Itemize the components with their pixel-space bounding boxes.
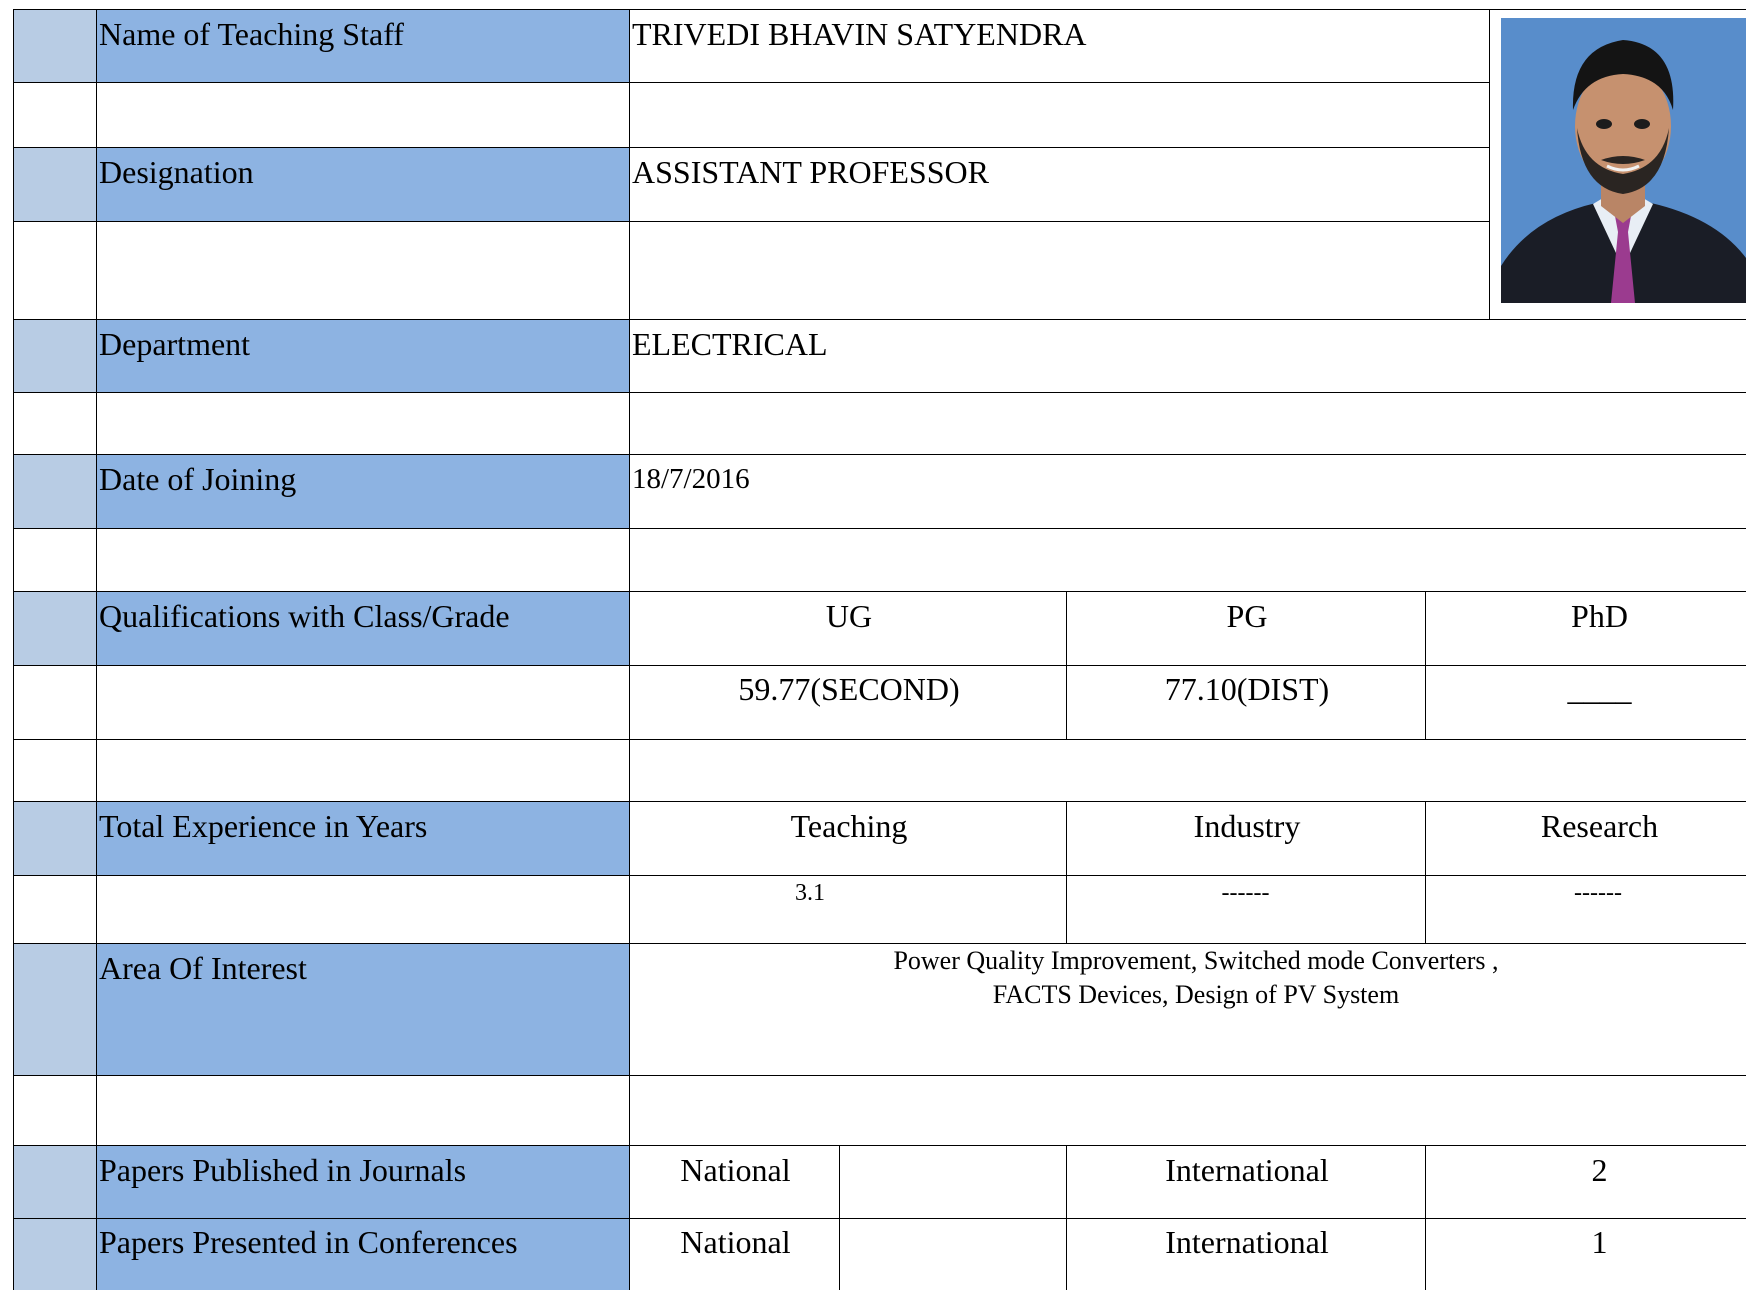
grid-line (14, 1075, 1746, 1076)
grid-line (14, 943, 1746, 944)
interest-line-1: Power Quality Improvement, Switched mode Converters , (893, 946, 1499, 975)
grid-line (14, 82, 1489, 83)
exp-header-research: Research (1540, 808, 1659, 844)
grid-line (14, 1218, 1746, 1219)
grid-line (1066, 1145, 1067, 1290)
grid-line (14, 875, 1746, 876)
qual-header-ug: UG (825, 598, 873, 634)
joining-value: 18/7/2016 (632, 463, 750, 495)
grid-line (1489, 9, 1490, 320)
exp-header-teaching: Teaching (790, 808, 908, 844)
department-value: ELECTRICAL (632, 326, 828, 362)
grid-line (96, 9, 97, 1290)
exp-value-industry: ------ (1221, 880, 1270, 906)
grid-line (14, 319, 1746, 320)
name-label: Name of Teaching Staff (96, 10, 629, 82)
grid-line (14, 392, 1746, 393)
grid-line (1425, 591, 1426, 739)
designation-label: Designation (96, 148, 629, 221)
experience-label: Total Experience in Years (96, 802, 629, 875)
journals-national-value (839, 1146, 1066, 1218)
strip-department (14, 320, 96, 392)
exp-value-teaching: 3.1 (795, 880, 825, 906)
grid-line (14, 221, 1489, 222)
staff-photo (1501, 18, 1746, 303)
strip-experience (14, 802, 96, 875)
conferences-national-value (839, 1218, 1066, 1290)
conferences-national-label: National (680, 1224, 791, 1260)
conferences-international-label: International (1165, 1224, 1329, 1260)
qual-value-pg: 77.10(DIST) (1164, 671, 1330, 707)
grid-line (13, 9, 14, 1290)
department-label: Department (96, 320, 629, 392)
exp-value-research: ------ (1574, 880, 1622, 906)
grid-line (14, 739, 1746, 740)
grid-line (14, 528, 1746, 529)
interest-label: Area Of Interest (96, 944, 629, 1075)
conferences-international-value: 1 (1591, 1224, 1608, 1260)
journals-national-label: National (680, 1152, 791, 1188)
grid-line (629, 9, 630, 1290)
qual-value-phd: ____ (1567, 671, 1632, 707)
qualifications-label: Qualifications with Class/Grade (96, 592, 629, 665)
grid-line (14, 591, 1746, 592)
qual-header-pg: PG (1226, 598, 1268, 634)
qual-header-phd: PhD (1571, 598, 1628, 634)
strip-conferences (14, 1218, 96, 1290)
journals-international-label: International (1165, 1152, 1329, 1188)
portrait-image (1501, 18, 1746, 303)
journals-label: Papers Published in Journals (96, 1146, 629, 1218)
grid-line (1066, 591, 1067, 739)
exp-header-industry: Industry (1193, 808, 1301, 844)
grid-line (14, 454, 1746, 455)
grid-line (14, 147, 1489, 148)
grid-line (1066, 801, 1067, 943)
interest-line-2: FACTS Devices, Design of PV System (992, 980, 1400, 1009)
journals-international-value: 2 (1591, 1152, 1608, 1188)
grid-line (1425, 1145, 1426, 1290)
designation-value: ASSISTANT PROFESSOR (632, 154, 989, 190)
grid-line (14, 1145, 1746, 1146)
strip-interest (14, 944, 96, 1075)
grid-line (1425, 801, 1426, 943)
grid-line (1489, 319, 1746, 320)
conferences-label: Papers Presented in Conferences (96, 1218, 629, 1290)
strip-qualifications (14, 592, 96, 665)
strip-journals (14, 1146, 96, 1218)
grid-line (14, 665, 1746, 666)
qual-value-ug: 59.77(SECOND) (738, 671, 960, 707)
strip-joining (14, 455, 96, 528)
grid-line (839, 1145, 840, 1290)
grid-line (14, 9, 1746, 10)
strip-designation (14, 148, 96, 221)
strip-name (14, 10, 96, 82)
name-value: TRIVEDI BHAVIN SATYENDRA (632, 16, 1087, 52)
grid-line (14, 801, 1746, 802)
joining-label: Date of Joining (96, 455, 629, 528)
